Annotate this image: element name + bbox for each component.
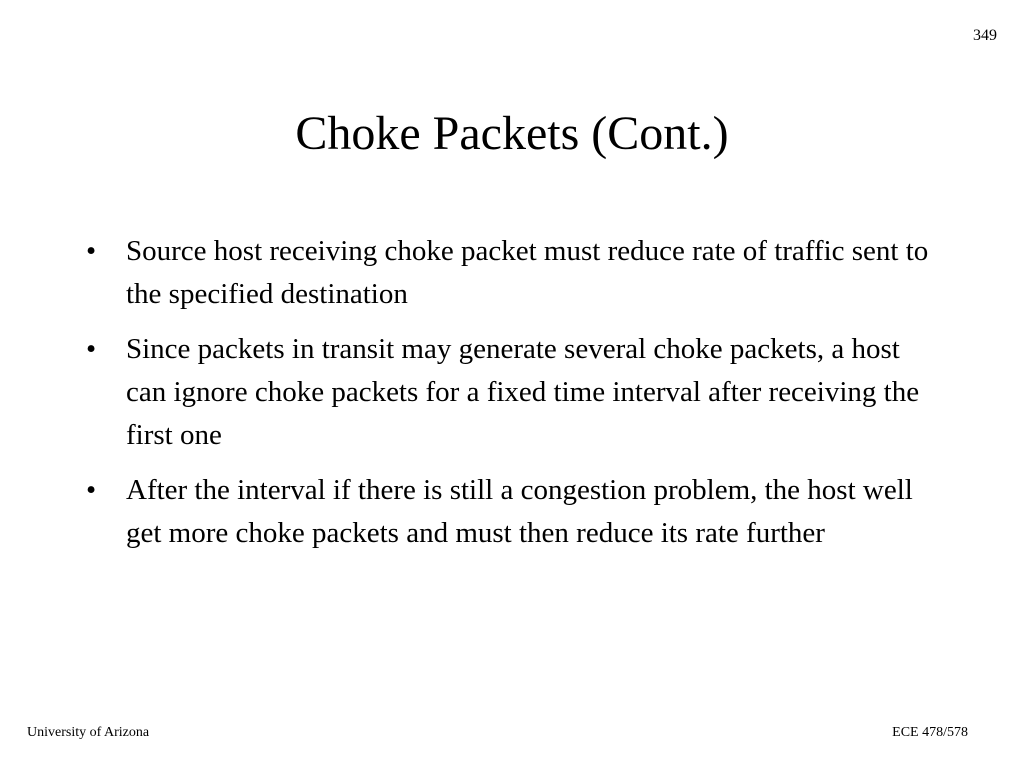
bullet-icon: •: [86, 474, 97, 506]
footer-course: ECE 478/578: [892, 725, 968, 740]
bullet-icon: •: [86, 333, 97, 365]
bullet-text: Since packets in transit may generate several choke packets, a host can ignore choke packets for a fixed time interval after receiving the first one: [126, 333, 920, 451]
bullet-text: After the interval if there is still a congestion problem, the host well get more choke packets and must then reduce its rate further: [126, 474, 913, 549]
slide-number: 349: [973, 27, 997, 44]
bullet-item: [86, 328, 946, 457]
bullet-item: [86, 469, 946, 555]
bullet-item: [86, 230, 946, 316]
bullet-list: [86, 230, 946, 567]
slide-title: Choke Packets (Cont.): [295, 107, 729, 160]
bullet-text: Source host receiving choke packet must reduce rate of traffic sent to the specified destination: [126, 235, 929, 310]
footer-institution: University of Arizona: [27, 725, 150, 740]
bullet-icon: •: [86, 235, 97, 267]
